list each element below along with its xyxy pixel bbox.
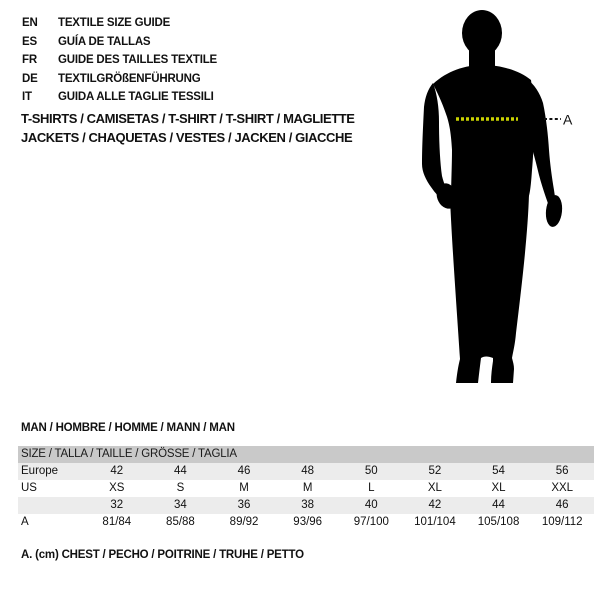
table-cell: 85/88 [166, 516, 195, 528]
table-cell: XXL [551, 482, 574, 494]
table-row-us [18, 480, 594, 497]
man-silhouette-figure [395, 0, 600, 400]
measurement-label-a: A [563, 111, 573, 128]
table-cell: 105/108 [477, 516, 520, 528]
table-cell: M [239, 482, 249, 494]
man-silhouette-svg [395, 0, 600, 400]
table-cell: XS [109, 482, 125, 494]
category-tshirts: T-SHIRTS / CAMISETAS / T-SHIRT / T-SHIRT / MAGLIETTE [21, 111, 355, 126]
table-cell: S [176, 482, 185, 494]
language-row-it [22, 88, 217, 107]
size-table [18, 446, 594, 531]
table-cell: 109/112 [541, 516, 583, 528]
table-cell: 93/96 [293, 516, 323, 528]
language-row-es [22, 33, 217, 52]
language-label: GUIDA ALLE TAGLIE TESSILI [58, 91, 214, 103]
table-cell: 97/100 [353, 516, 389, 528]
language-label: GUÍA DE TALLAS [58, 35, 151, 48]
table-cell: 50 [364, 465, 378, 477]
table-row-a-chest [18, 514, 594, 531]
language-row-fr [22, 51, 217, 70]
man-silhouette [422, 10, 564, 383]
table-cell: M [302, 482, 313, 494]
language-label: TEXTILE SIZE GUIDE [58, 17, 171, 29]
table-cell: 34 [174, 499, 187, 511]
table-cell: 44 [492, 499, 505, 511]
table-cell: L [368, 482, 375, 494]
table-cell: 42 [110, 465, 124, 477]
language-code: ES [22, 35, 37, 48]
table-cell: 101/104 [414, 516, 456, 528]
language-code: EN [22, 17, 38, 29]
measurement-footnote: A. (cm) CHEST / PECHO / POITRINE / TRUHE / PETTO [21, 549, 304, 561]
table-cell: XL [491, 482, 506, 494]
language-code: IT [22, 91, 32, 103]
table-cell: 46 [555, 499, 569, 511]
language-code: FR [22, 54, 37, 66]
table-cell: 54 [492, 465, 505, 477]
table-cell: 38 [301, 499, 315, 511]
table-cell: 89/92 [229, 516, 259, 528]
silhouette-neck [469, 44, 495, 68]
table-cell: 81/84 [102, 516, 132, 528]
table-cell: 32 [110, 499, 124, 511]
language-label: GUIDE DES TAILLES TEXTILE [58, 54, 217, 66]
row-label [18, 497, 85, 514]
row-label: US [21, 482, 37, 494]
silhouette-legs [450, 194, 529, 383]
table-cell: XL [427, 482, 442, 494]
language-title-list [22, 14, 217, 107]
table-cell: 40 [364, 499, 378, 511]
row-label: Europe [21, 465, 59, 477]
table-cell: 46 [237, 465, 251, 477]
table-cell: 52 [428, 465, 442, 477]
table-cell: 44 [174, 465, 187, 477]
table-cell: 56 [555, 465, 569, 477]
table-cell: 36 [237, 499, 251, 511]
language-code: DE [22, 72, 38, 85]
category-jackets: JACKETS / CHAQUETAS / VESTES / JACKEN / GIACCHE [21, 129, 353, 145]
row-label: A [21, 516, 29, 528]
language-row-en [22, 14, 217, 33]
table-row-europe [18, 463, 594, 480]
table-row-uk [18, 497, 594, 514]
section-title-man: MAN / HOMBRE / HOMME / MANN / MAN [21, 422, 235, 434]
language-row-de [22, 70, 217, 89]
size-table-header: SIZE / TALLA / TAILLE / GRÖSSE / TAGLIA [18, 446, 594, 463]
table-cell: 48 [301, 465, 315, 477]
table-cell: 42 [428, 499, 442, 511]
language-label: TEXTILGRÖßENFÜHRUNG [58, 72, 201, 85]
garment-category-list [21, 110, 355, 147]
